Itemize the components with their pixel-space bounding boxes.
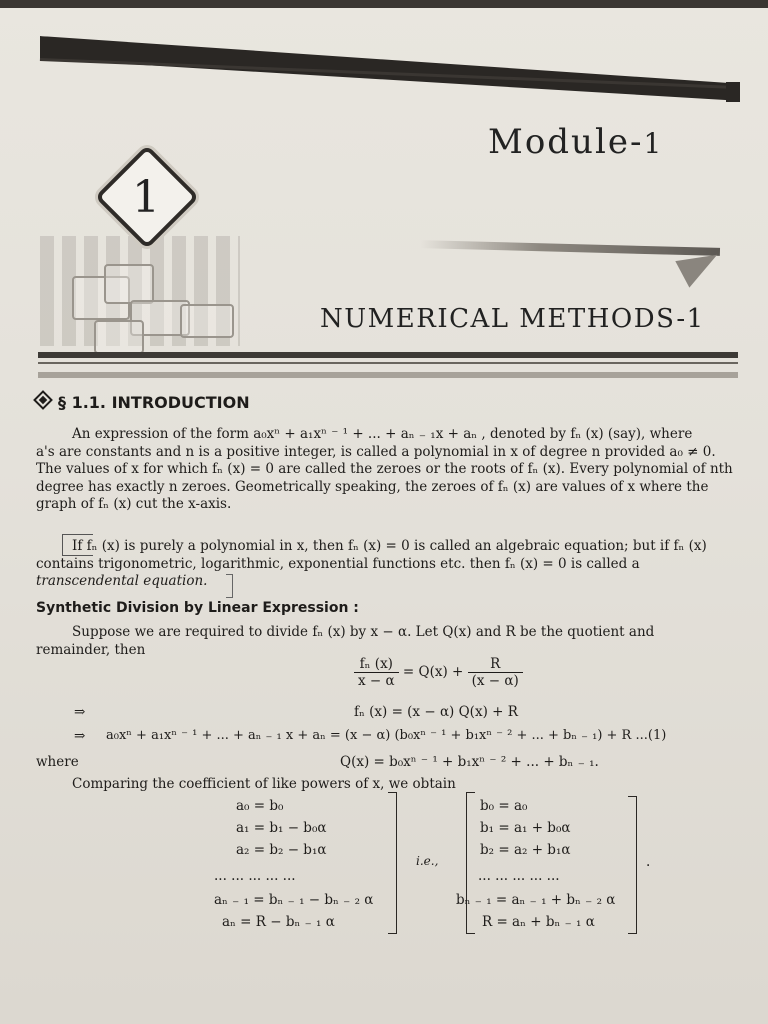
text-line: degree has exactly n zeroes. Geometrically speaking, the zeroes of fₙ (x) are values of x where the (36, 478, 709, 495)
coef-right: bₙ ₋ ₁ = aₙ ₋ ₁ + bₙ ₋ ₂ α (456, 892, 616, 908)
coef-left: ... ... ... ... ... (214, 868, 296, 884)
coef-left: aₙ ₋ ₁ = bₙ ₋ ₁ − bₙ ₋ ₂ α (214, 892, 374, 908)
end-dot: . (646, 854, 651, 870)
right-bracket (388, 792, 397, 934)
coef-right: R = aₙ + bₙ ₋ ₁ α (482, 914, 595, 930)
text-line: contains trigonometric, logarithmic, exponential functions etc. then fₙ (x) = 0 is called a (36, 555, 640, 572)
section-heading: § 1.1. INTRODUCTION (36, 393, 250, 412)
fraction: $\frac{\text{fₙ (x)}}{x - \alpha}$ (354, 656, 399, 689)
subsection-heading: Synthetic Division by Linear Expression : (36, 600, 359, 616)
synthetic-paragraph (36, 624, 744, 659)
text-line: If fₙ (x) is purely a polynomial in x, then fₙ (x) = 0 is called an algebraic equation; but if fₙ (x) (72, 538, 707, 554)
text-line: graph of fₙ (x) cut the x-axis. (36, 496, 232, 512)
implies-symbol: ⇒ (74, 728, 86, 744)
title-rule (38, 352, 738, 358)
coef-left: a₁ = b₁ − b₀α (236, 820, 327, 836)
chapter-title: NUMERICAL METHODS-1 (320, 304, 705, 334)
coef-right: b₂ = a₂ + b₁α (480, 842, 571, 858)
text-line: The values of x for which fₙ (x) = 0 are called the zeroes or the roots of fₙ (x). Every polynomial of nth (36, 461, 733, 477)
header-banner-tick (726, 82, 740, 102)
right-bracket (628, 796, 637, 934)
where-label: where (36, 754, 79, 770)
decorative-box (94, 320, 144, 354)
intro-paragraph (36, 426, 744, 514)
left-bracket (466, 792, 475, 934)
ie-label: i.e., (416, 854, 439, 868)
equation-2: fₙ (x) = (x − α) Q(x) + R (354, 704, 518, 720)
equation-3: a₀xⁿ + a₁xⁿ ⁻ ¹ + ... + aₙ ₋ ₁ x + aₙ = (x − α) (b₀xⁿ ⁻ ¹ + b₁xⁿ ⁻ ² + ... + bₙ ₋ ₁) + R ...(1) (106, 728, 667, 743)
decorative-arrow-line (420, 240, 720, 256)
decorative-box (104, 264, 154, 304)
text-line: a's are constants and n is a positive integer, is called a polynomial in x of degree n provided a₀ ≠ 0. (36, 443, 716, 460)
coef-left: a₀ = b₀ (236, 798, 284, 814)
module-title: Module-1 (488, 122, 664, 162)
title-rule-thin (38, 362, 738, 364)
text-line: Suppose we are required to divide fₙ (x) by x − α. Let Q(x) and R be the quotient and (72, 624, 655, 640)
coef-right: ... ... ... ... ... (478, 868, 560, 884)
coef-left: a₂ = b₂ − b₁α (236, 842, 327, 858)
coef-right: b₀ = a₀ (480, 798, 528, 814)
equation-4: Q(x) = b₀xⁿ ⁻ ¹ + b₁xⁿ ⁻ ² + ... + bₙ ₋ ₁. (340, 754, 599, 770)
equation-division: $\frac{\text{fₙ (x)}}{x - \alpha}$ = Q(x) + $\frac{R}{(x - \alpha)}$ (354, 656, 523, 689)
page-top-edge (0, 0, 768, 8)
comparing-text: Comparing the coefficient of like powers of x, we obtain (72, 776, 456, 792)
fraction: $\frac{R}{(x - \alpha)}$ (468, 656, 523, 689)
coef-right: b₁ = a₁ + b₀α (480, 820, 571, 836)
decorative-box (180, 304, 234, 338)
text-line: transcendental equation. (36, 573, 208, 589)
implies-symbol: ⇒ (74, 704, 86, 720)
chapter-number: 1 (132, 172, 160, 223)
text-line: An expression of the form a₀xⁿ + a₁xⁿ ⁻ ¹ + ... + aₙ ₋ ₁x + aₙ , denoted by fₙ (x) (say), where (72, 426, 693, 442)
diamond-bullet-icon (33, 390, 53, 410)
algebraic-paragraph (36, 538, 744, 591)
header-banner (40, 36, 740, 101)
coef-left: aₙ = R − bₙ ₋ ₁ α (222, 914, 335, 930)
pencil-annotation (226, 574, 233, 598)
text-line: remainder, then (36, 641, 146, 658)
title-rule-grey (38, 372, 738, 378)
